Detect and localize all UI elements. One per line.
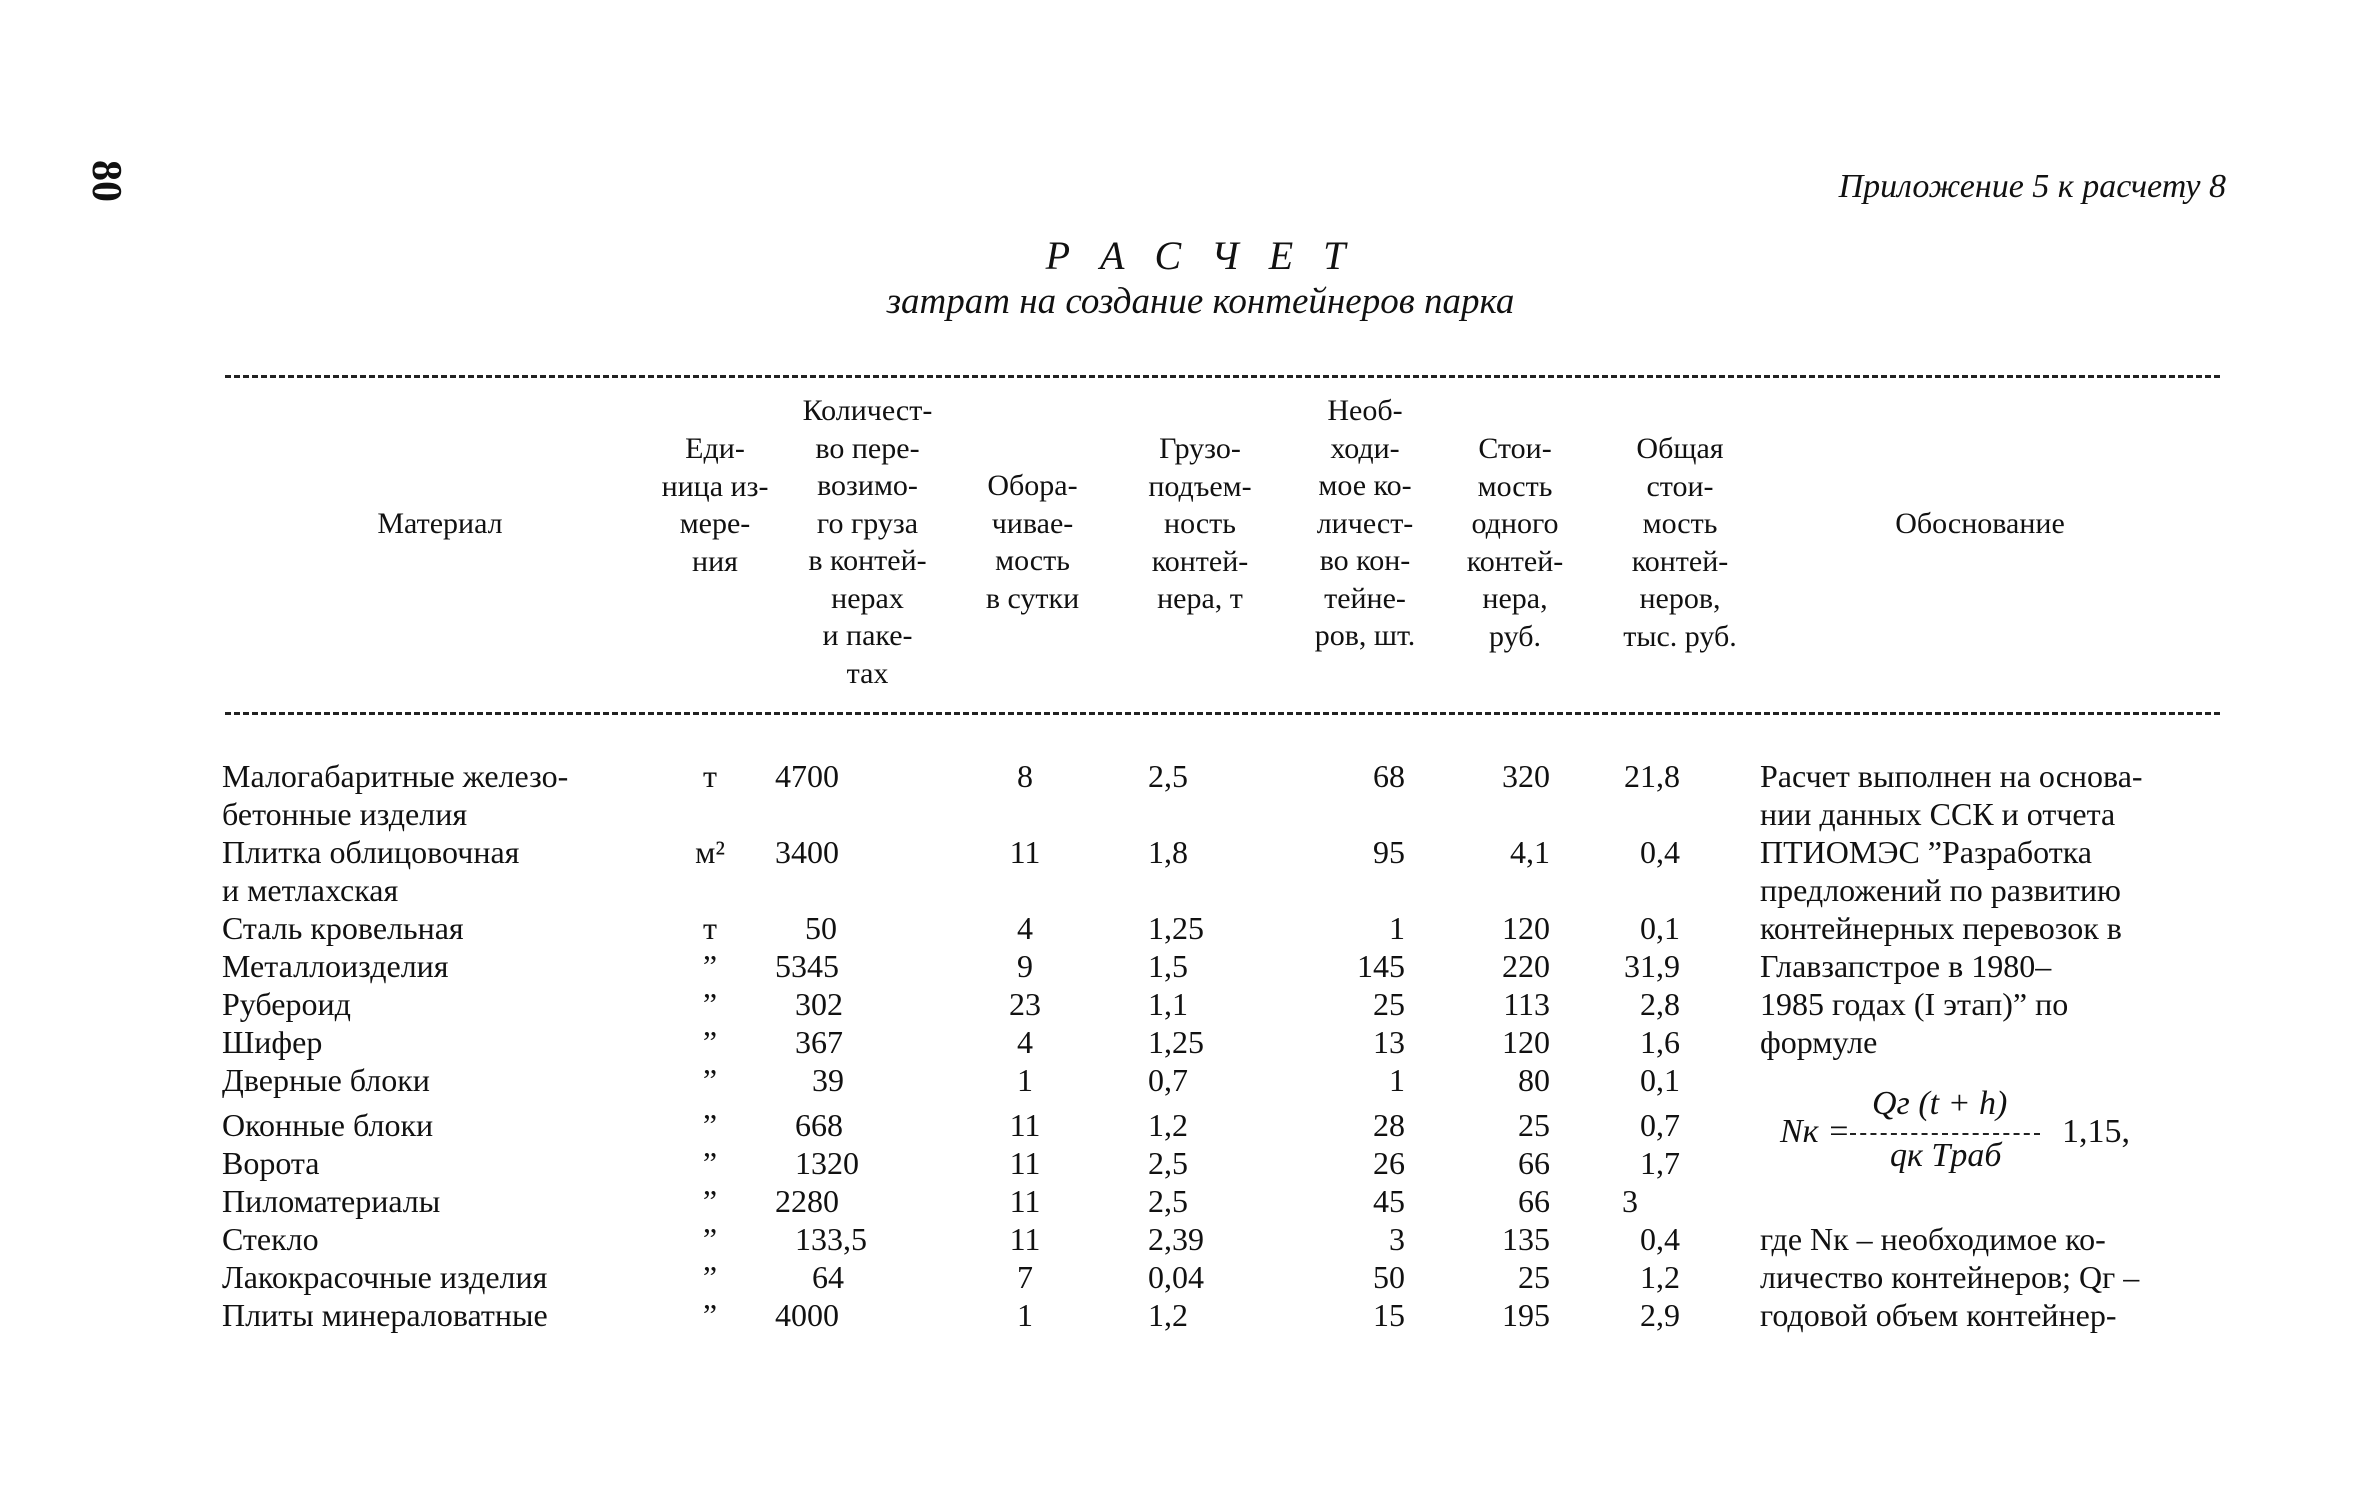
table-row — [0, 1023, 2361, 1061]
cell-unit: ” — [702, 1107, 718, 1143]
cell-capacity: 2,5 — [1148, 758, 1188, 794]
cell-material: Лакокрасочные изделия — [222, 1259, 548, 1295]
header-rule — [225, 712, 2220, 715]
cell-quantity: 668 — [795, 1107, 843, 1143]
cell-unit-cost: 66 — [1518, 1145, 1550, 1181]
cell-unit-cost: 113 — [1503, 986, 1550, 1022]
cell-unit: ” — [702, 986, 718, 1022]
cell-material: Металлоизделия — [222, 948, 449, 984]
justification-line: формуле — [1760, 1024, 1878, 1060]
cell-total-cost: 0,1 — [1640, 1062, 1680, 1098]
cell-quantity: 64 — [812, 1259, 844, 1295]
cell-unit: ” — [702, 1024, 718, 1060]
cell-quantity: 39 — [812, 1062, 844, 1098]
cell-unit-cost: 220 — [1502, 948, 1550, 984]
header-unit-cost: Стои- мость одного контей- нера, руб. — [1466, 432, 1564, 653]
cell-turnover: 9 — [1017, 948, 1033, 984]
cell-required: 95 — [1373, 834, 1405, 870]
cell-capacity: 1,2 — [1148, 1297, 1188, 1333]
cell-material: Малогабаритные железо- — [222, 758, 569, 794]
cell-required: 68 — [1373, 758, 1405, 794]
cell-capacity: 0,04 — [1148, 1259, 1204, 1295]
cell-turnover: 7 — [1017, 1259, 1033, 1295]
cell-total-cost: 1,7 — [1640, 1145, 1680, 1181]
formula-lhs: Nк = — [1780, 1113, 1851, 1150]
cell-quantity: 5345 — [775, 948, 839, 984]
cell-unit-cost: 195 — [1502, 1297, 1550, 1333]
cell-unit: ” — [702, 1297, 718, 1333]
cell-material: Пиломатериалы — [222, 1183, 441, 1219]
header-unit: Еди- ница из- мере- ния — [661, 432, 769, 578]
cell-material: Ворота — [222, 1145, 320, 1181]
cell-quantity: 302 — [795, 986, 843, 1022]
cell-capacity: 1,2 — [1148, 1107, 1188, 1143]
cell-turnover: 4 — [1017, 910, 1033, 946]
cell-material: бетонные изделия — [222, 796, 468, 832]
cell-capacity: 2,5 — [1148, 1183, 1188, 1219]
cell-required: 3 — [1389, 1221, 1405, 1257]
cell-turnover: 1 — [1017, 1297, 1033, 1333]
cell-unit-cost: 25 — [1518, 1107, 1550, 1143]
cell-unit: ” — [702, 1183, 718, 1219]
justification-line: 1985 годах (I этап)” по — [1760, 986, 2069, 1022]
header-required: Необ- ходи- мое ко- личест- во кон- тейне- ров, шт. — [1314, 394, 1416, 652]
cell-turnover: 1 — [1017, 1062, 1033, 1098]
cell-required: 1 — [1389, 1062, 1405, 1098]
justification-line: годовой объем контейнер- — [1760, 1297, 2117, 1333]
cell-quantity: 1320 — [795, 1145, 859, 1181]
justification-line: где Nк – необходимое ко- — [1760, 1221, 2106, 1257]
cell-capacity: 1,8 — [1148, 834, 1188, 870]
fraction-bar — [1850, 1133, 2040, 1135]
cell-required: 26 — [1373, 1145, 1405, 1181]
header-material: Материал — [377, 507, 503, 540]
cell-material: Рубероид — [222, 986, 351, 1022]
cell-capacity: 1,5 — [1148, 948, 1188, 984]
cell-quantity: 4700 — [775, 758, 839, 794]
cell-material: Стекло — [222, 1221, 319, 1257]
header-justification: Обоснование — [1895, 507, 2065, 540]
cell-turnover: 11 — [1009, 1145, 1041, 1181]
cell-total-cost: 3 — [1622, 1183, 1638, 1219]
formula-denominator: qк Tраб — [1890, 1137, 2002, 1174]
cell-required: 50 — [1373, 1259, 1405, 1295]
cell-unit: ” — [702, 1145, 718, 1181]
justification-line: Главзапстрое в 1980– — [1760, 948, 2052, 984]
page-subtitle: затрат на создание контейнеров парка — [886, 281, 1515, 322]
justification-line: нии данных ССК и отчета — [1760, 796, 2116, 832]
cell-turnover: 11 — [1009, 1107, 1041, 1143]
cell-capacity: 1,25 — [1148, 1024, 1204, 1060]
cell-unit: ” — [702, 1062, 718, 1098]
cell-total-cost: 21,8 — [1624, 758, 1680, 794]
cell-total-cost: 31,9 — [1624, 948, 1680, 984]
header-turnover: Обора- чивае- мость в сутки — [985, 469, 1080, 615]
cell-total-cost: 0,4 — [1640, 834, 1680, 870]
container-formula — [1780, 1085, 2180, 1185]
cell-quantity: 4000 — [775, 1297, 839, 1333]
justification-line: личество контейнеров; Qг – — [1760, 1259, 2140, 1295]
justification-line: предложений по развитию — [1760, 872, 2121, 908]
justification-line: ПТИОМЭС ”Разработка — [1760, 834, 2092, 870]
cell-required: 45 — [1373, 1183, 1405, 1219]
cell-material: Дверные блоки — [222, 1062, 430, 1098]
header-capacity: Грузо- подъем- ность контей- нера, т — [1148, 432, 1252, 615]
cell-material: Плитка облицовочная — [222, 834, 520, 870]
cell-quantity: 3400 — [775, 834, 839, 870]
page-number: 80 — [83, 160, 129, 202]
justification-line: Расчет выполнен на основа- — [1760, 758, 2143, 794]
cell-required: 13 — [1373, 1024, 1405, 1060]
cell-total-cost: 1,2 — [1640, 1259, 1680, 1295]
cell-unit-cost: 66 — [1518, 1183, 1550, 1219]
cell-capacity: 2,5 — [1148, 1145, 1188, 1181]
cell-capacity: 0,7 — [1148, 1062, 1188, 1098]
cell-material: и метлахская — [222, 872, 399, 908]
cell-unit-cost: 320 — [1502, 758, 1550, 794]
cell-unit: ” — [702, 1259, 718, 1295]
cell-required: 1 — [1389, 910, 1405, 946]
cell-unit: м² — [695, 834, 725, 870]
cell-unit-cost: 120 — [1502, 910, 1550, 946]
cell-unit-cost: 120 — [1502, 1024, 1550, 1060]
formula-numerator: Qг (t + h) — [1872, 1085, 2008, 1122]
cell-total-cost: 0,4 — [1640, 1221, 1680, 1257]
cell-unit-cost: 135 — [1502, 1221, 1550, 1257]
top-rule — [225, 375, 2220, 378]
cell-turnover: 8 — [1017, 758, 1033, 794]
page-title: Р А С Ч Е Т — [1045, 233, 1356, 278]
cell-quantity: 50 — [805, 910, 837, 946]
header-quantity: Количест- во пере- возимо- го груза в контей- нерах и паке- тах — [802, 394, 933, 690]
cell-required: 15 — [1373, 1297, 1405, 1333]
cell-material: Шифер — [222, 1024, 323, 1060]
cell-turnover: 11 — [1009, 834, 1041, 870]
cell-unit-cost: 25 — [1518, 1259, 1550, 1295]
cell-total-cost: 1,6 — [1640, 1024, 1680, 1060]
header-total-cost: Общая стои- мость контей- неров, тыс. руб. — [1623, 432, 1737, 653]
cell-quantity: 133,5 — [795, 1221, 867, 1257]
cell-material: Сталь кровельная — [222, 910, 464, 946]
cell-turnover: 11 — [1009, 1221, 1041, 1257]
cell-capacity: 1,25 — [1148, 910, 1204, 946]
cell-unit-cost: 80 — [1518, 1062, 1550, 1098]
appendix-label: Приложение 5 к расчету 8 — [1838, 168, 2226, 205]
table-row — [0, 1182, 2361, 1220]
cell-total-cost: 0,1 — [1640, 910, 1680, 946]
justification-line: контейнерных перевозок в — [1760, 910, 2122, 946]
cell-material: Плиты минераловатные — [222, 1297, 548, 1333]
cell-capacity: 1,1 — [1148, 986, 1188, 1022]
cell-unit: ” — [702, 948, 718, 984]
cell-turnover: 23 — [1009, 986, 1041, 1022]
cell-quantity: 2280 — [775, 1183, 839, 1219]
cell-total-cost: 2,9 — [1640, 1297, 1680, 1333]
cell-turnover: 4 — [1017, 1024, 1033, 1060]
cell-unit-cost: 4,1 — [1510, 834, 1550, 870]
cell-capacity: 2,39 — [1148, 1221, 1204, 1257]
cell-unit: т — [703, 758, 717, 794]
cell-unit: т — [703, 910, 717, 946]
cell-unit: ” — [702, 1221, 718, 1257]
cell-total-cost: 0,7 — [1640, 1107, 1680, 1143]
formula-multiplier: 1,15, — [2062, 1113, 2130, 1150]
cell-required: 145 — [1357, 948, 1405, 984]
cell-total-cost: 2,8 — [1640, 986, 1680, 1022]
cell-required: 28 — [1373, 1107, 1405, 1143]
cell-required: 25 — [1373, 986, 1405, 1022]
cell-material: Оконные блоки — [222, 1107, 434, 1143]
cell-quantity: 367 — [795, 1024, 843, 1060]
cell-turnover: 11 — [1009, 1183, 1041, 1219]
